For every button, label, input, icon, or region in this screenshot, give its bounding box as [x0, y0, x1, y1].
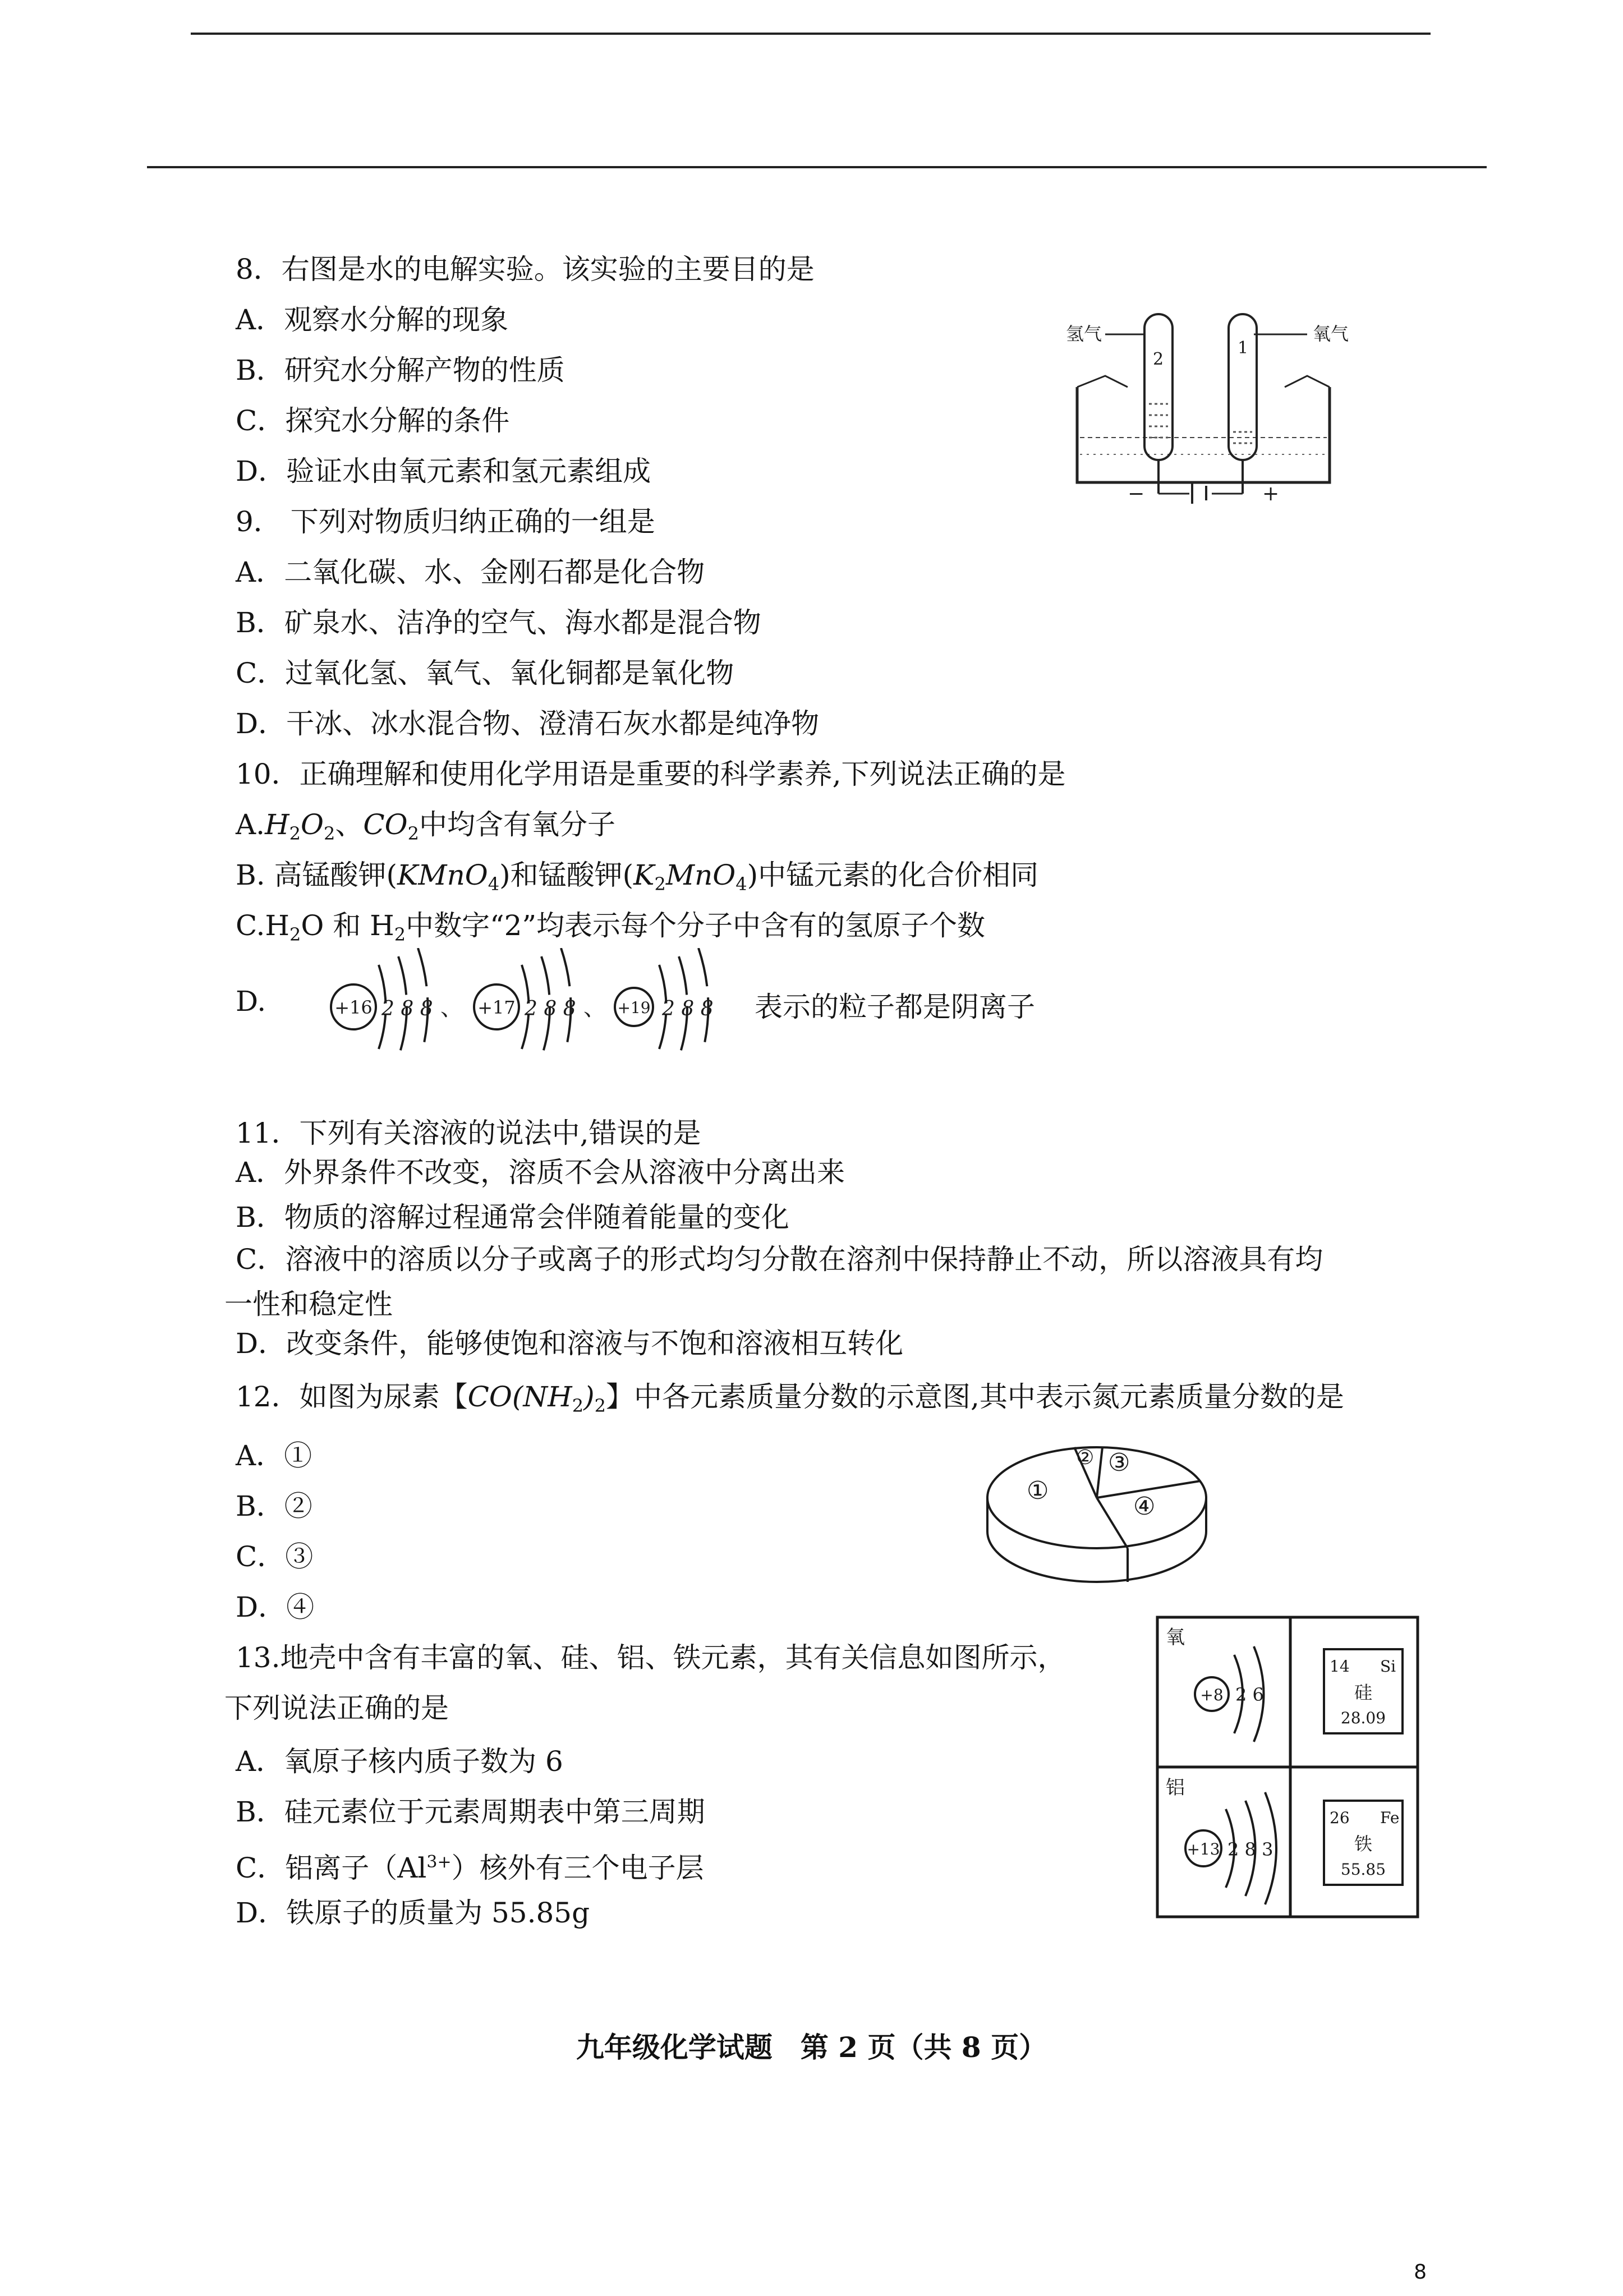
- pie-label-1: ①: [1027, 1476, 1049, 1505]
- q11-option-a: A．外界条件不改变，溶质不会从溶液中分离出来: [236, 1156, 845, 1189]
- q13-stem-2: 下列说法正确的是: [224, 1692, 449, 1724]
- svg-text:26: 26: [1330, 1809, 1350, 1827]
- ion-structure-diagrams: [325, 948, 741, 1066]
- q11-option-c: C．溶液中的溶质以分子或离子的形式均匀分散在溶剂中保持静止不动，所以溶液具有均: [236, 1243, 1323, 1276]
- svg-text:2 8 3: 2 8 3: [1227, 1839, 1273, 1860]
- q13-option-a: A．氧原子核内质子数为 6: [236, 1745, 563, 1778]
- q10-option-d-label: D.: [236, 985, 266, 1018]
- svg-text:+19: +19: [617, 999, 651, 1017]
- q8-stem: 8．右图是水的电解实验。该实验的主要目的是: [236, 253, 815, 286]
- ion-diagram-1: [331, 948, 433, 1066]
- q9-stem: 9． 下列对物质归纳正确的一组是: [236, 505, 655, 538]
- q9-option-a: A．二氧化碳、水、金刚石都是化合物: [236, 556, 705, 588]
- q9-option-b: B．矿泉水、洁净的空气、海水都是混合物: [236, 606, 761, 639]
- q12-stem: 12．如图为尿素【$CO(NH_2)_2$】中各元素质量分数的示意图,其中表示氮元素质量分数的是: [236, 1381, 1344, 1416]
- q12-option-c: C．③: [236, 1540, 314, 1573]
- svg-text:+17: +17: [477, 997, 516, 1018]
- svg-text:+16: +16: [334, 997, 373, 1018]
- svg-text:Si: Si: [1380, 1657, 1396, 1676]
- q12-option-d: D．④: [236, 1591, 315, 1623]
- pie-label-4: ④: [1133, 1492, 1156, 1521]
- q8-option-b: B．研究水分解产物的性质: [236, 354, 565, 386]
- silicon-element-card: [1324, 1649, 1403, 1733]
- svg-text:+: +: [1262, 482, 1280, 505]
- q10-option-b: B. 高锰酸钾(KMnO$_4$)和锰酸钾$(K_2MnO_4)$中锰元素的化合价相同: [236, 859, 1039, 895]
- pie-label-3: ③: [1108, 1448, 1130, 1477]
- svg-text:铝: 铝: [1166, 1777, 1185, 1799]
- ion-diagram-2: [474, 948, 576, 1066]
- q10-option-c: $C.H_2O$ 和 $H_2$中数字“2”均表示每个分子中含有的氢原子个数: [236, 909, 986, 945]
- header-rule-bottom: [147, 166, 1487, 168]
- svg-text:28.09: 28.09: [1340, 1709, 1386, 1727]
- svg-text:2 8 8: 2 8 8: [381, 997, 433, 1020]
- q11-stem: 11．下列有关溶液的说法中,错误的是: [236, 1117, 701, 1149]
- q12-option-b: B．②: [236, 1490, 312, 1522]
- svg-text:硅: 硅: [1354, 1682, 1373, 1703]
- svg-text:1: 1: [1238, 338, 1249, 358]
- q11-option-d: D．改变条件，能够使饱和溶液与不饱和溶液相互转化: [236, 1327, 904, 1360]
- element-info-panel: [1156, 1616, 1419, 1918]
- q13-stem-1: 13.地壳中含有丰富的氧、硅、铝、铁元素，其有关信息如图所示，: [236, 1641, 1066, 1674]
- pie-label-2: ②: [1076, 1446, 1095, 1469]
- svg-text:+8: +8: [1200, 1686, 1224, 1704]
- svg-text:Fe: Fe: [1380, 1809, 1400, 1827]
- header-rule-top: [191, 33, 1431, 35]
- q8-option-d: D．验证水由氧元素和氢元素组成: [236, 455, 651, 487]
- electrolysis-diagram: [1066, 303, 1358, 505]
- svg-text:铁: 铁: [1354, 1833, 1373, 1855]
- svg-text:、: 、: [583, 995, 606, 1021]
- q9-option-c: C．过氧化氢、氧气、氧化铜都是氧化物: [236, 657, 734, 689]
- q8-option-a: A．观察水分解的现象: [236, 303, 509, 336]
- q10-option-d-text: 表示的粒子都是阴离子: [755, 991, 1035, 1023]
- page-number: 8: [1414, 2261, 1427, 2284]
- svg-text:2 8 8: 2 8 8: [525, 997, 576, 1020]
- svg-text:氧: 氧: [1166, 1626, 1185, 1649]
- svg-text:14: 14: [1330, 1657, 1350, 1676]
- svg-text:+13: +13: [1187, 1840, 1220, 1858]
- q10-option-a: $A.H_2O_2$、$CO_2$中均含有氧分子: [236, 808, 615, 844]
- svg-text:、: 、: [440, 995, 463, 1021]
- svg-text:55.85: 55.85: [1340, 1860, 1386, 1879]
- q11-option-c-cont: 一性和稳定性: [224, 1288, 393, 1320]
- oxygen-atom-structure: [1166, 1626, 1264, 1742]
- svg-text:2 8 8: 2 8 8: [662, 997, 714, 1020]
- q11-option-b: B．物质的溶解过程通常会伴随着能量的变化: [236, 1201, 789, 1234]
- iron-element-card: [1324, 1801, 1403, 1885]
- q8-option-c: C．探究水分解的条件: [236, 404, 510, 437]
- q13-option-c: C．铝离子$(Al^{3+})$核外有三个电子层: [236, 1852, 704, 1884]
- svg-text:−: −: [1128, 482, 1145, 505]
- label-oxygen: 氧气: [1313, 323, 1349, 344]
- q12-option-a: A．①: [236, 1439, 312, 1472]
- ion-diagram-3: [615, 948, 714, 1066]
- q13-option-d: D．铁原子的质量为 55.85g: [236, 1897, 590, 1929]
- urea-pie-diagram: [982, 1436, 1212, 1588]
- svg-text:2 6: 2 6: [1235, 1684, 1264, 1705]
- q13-option-b: B．硅元素位于元素周期表中第三周期: [236, 1796, 705, 1828]
- svg-text:2: 2: [1153, 349, 1164, 369]
- label-hydrogen: 氢气: [1066, 323, 1102, 344]
- q9-option-d: D．干冰、冰水混合物、澄清石灰水都是纯净物: [236, 707, 820, 740]
- page-footer: 九年级化学试题 第 2 页（共 8 页）: [576, 2031, 1047, 2064]
- q10-stem: 10．正确理解和使用化学用语是重要的科学素养,下列说法正确的是: [236, 758, 1066, 790]
- aluminum-atom-structure: [1166, 1777, 1276, 1904]
